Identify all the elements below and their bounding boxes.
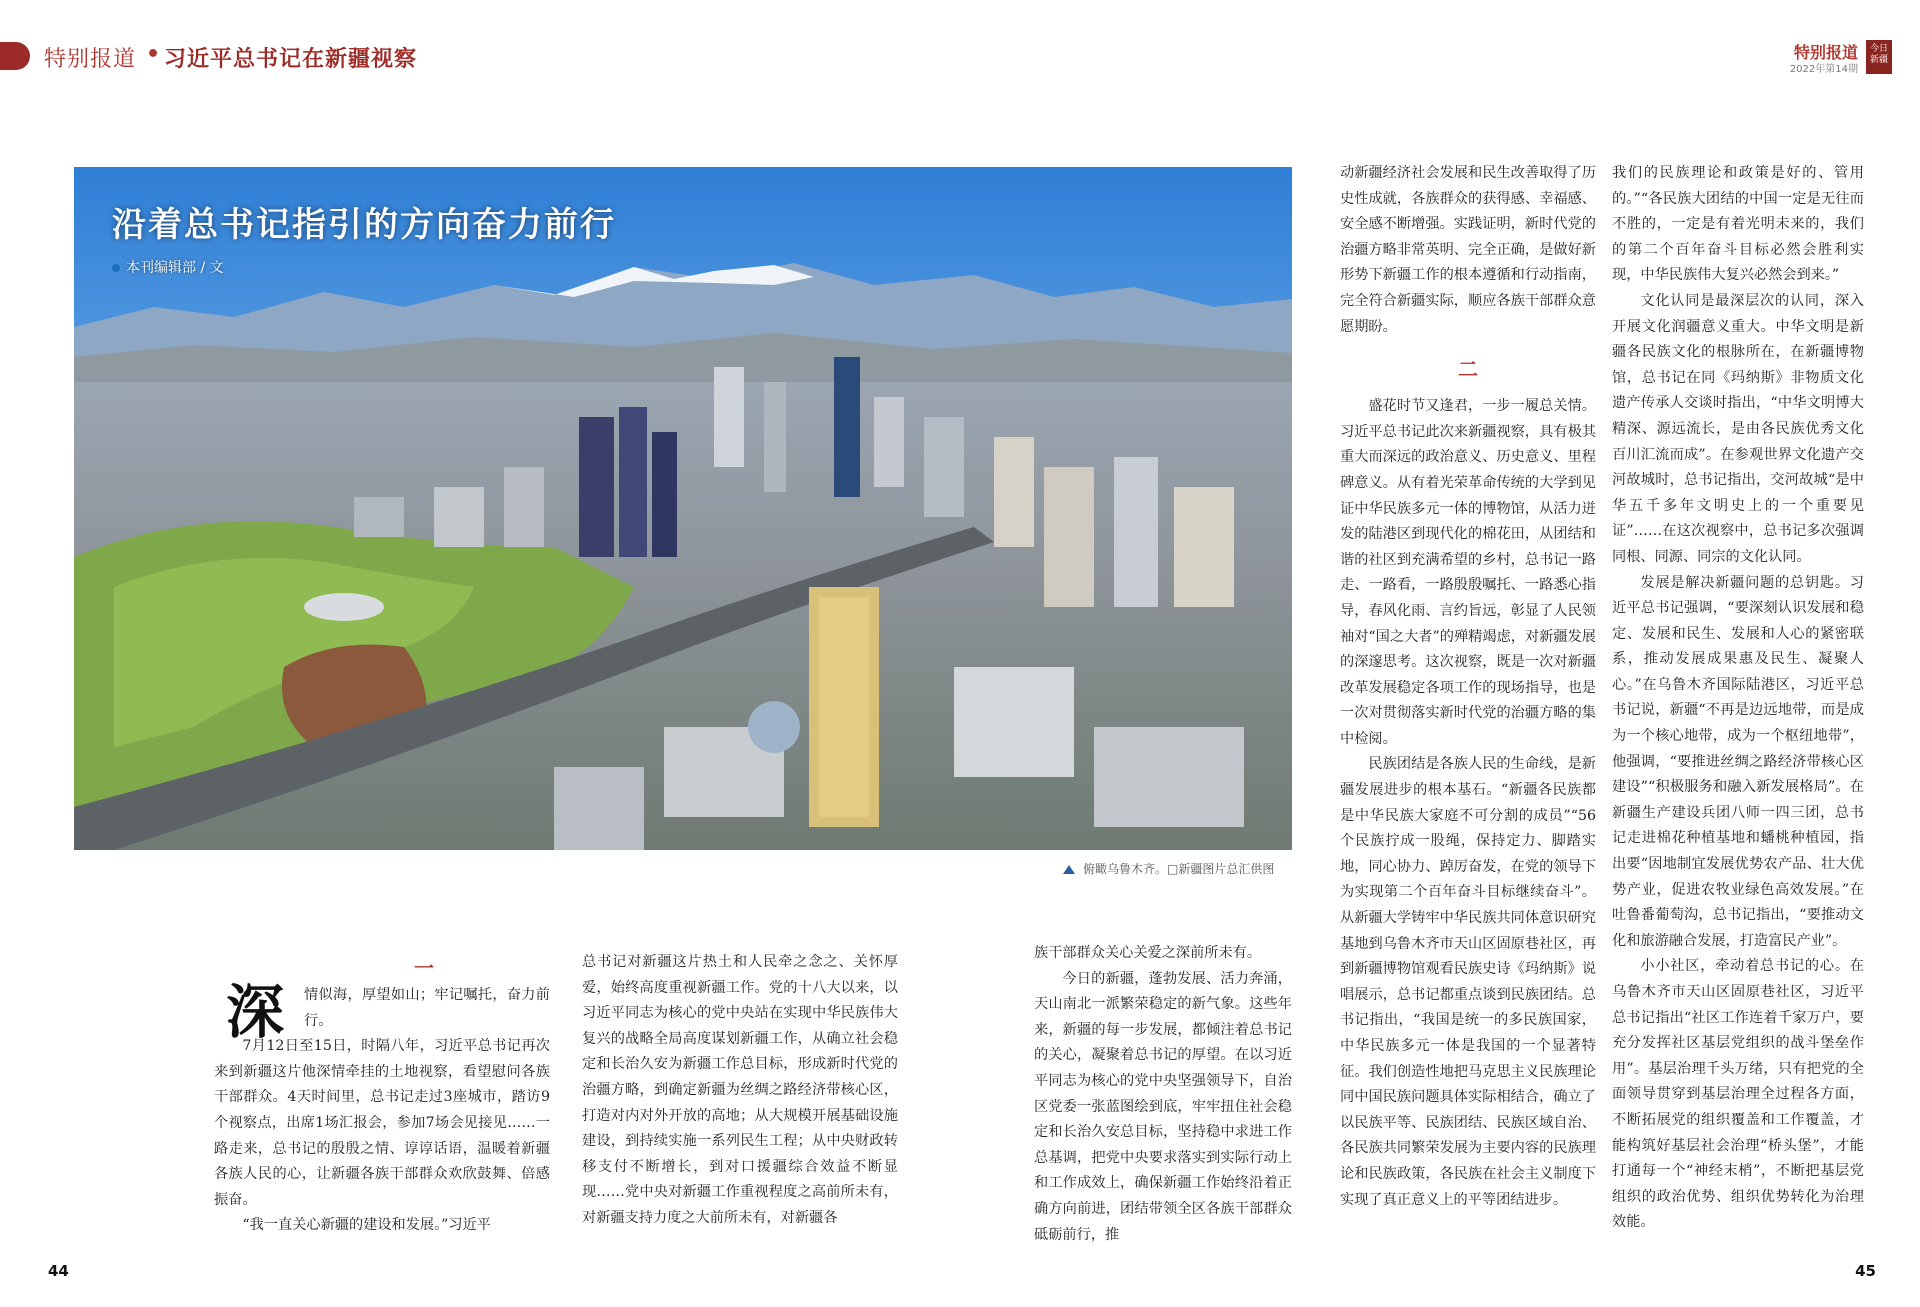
paragraph: 族干部群众关心关爱之深前所未有。 <box>1034 945 1262 961</box>
byline-bullet-icon <box>112 264 120 272</box>
paragraph: 民族团结是各族人民的生命线，是新疆发展进步的根本基石。“新疆各民族都是中华民族大家庭不可分割的成员”“56个民族拧成一股绳，保持定力、脚踏实地，同心协力、踔厉奋发，在党的领导下为实现第二个百年奋斗目标继续奋斗”。从新疆大学铸牢中华民族共同体意识研究基地到乌鲁木齐市天山区固原巷社区，再到新疆博物馆观看民族史诗《玛纳斯》说唱展示，总书记都重点谈到民族团结。总书记指出，“我国是统一的多民族国家，中华民族多元一体是我国的一个显著特征。我们创造性地把马克思主义民族理论同中国民族问题具体实际相结合，确立了以民族平等、民族团结、民族区域自治、各民族共同繁荣发展为主要内容的民族理论和民族政策，各民族在社会主义制度下实现了真正意义上的平等团结进步。 <box>1340 756 1596 1208</box>
article-byline <box>112 257 224 277</box>
issue-number: 2022年第14期 <box>1789 64 1858 75</box>
photo-caption <box>1063 860 1274 877</box>
header-right-section: 特别报道 <box>1793 43 1858 62</box>
byline-text: 本刊编辑部 / 文 <box>126 260 224 276</box>
paragraph: 7月12日至15日，时隔八年，习近平总书记再次来到新疆这片他深情牵挂的土地视察，看望慰问各族干部群众。4天时间里，总书记走过3座城市，踏访9个视察点，出席1场汇报会，参加7场会见接见……一路走来，总书记的殷殷之情、谆谆话语，温暖着新疆各族人民的心，让新疆各族干部群众欢欣鼓舞、倍感振奋。 <box>214 1038 550 1208</box>
paragraph: 情似海，厚望如山；牢记嘱托，奋力前行。 <box>304 987 550 1029</box>
paragraph: 盛花时节又逢君，一步一履总关情。习近平总书记此次来新疆视察，具有极其重大而深远的政治意义、历史意义、里程碑意义。从有着光荣革命传统的大学到见证中华民族多元一体的博物馆，从活力迸发的陆港区到现代化的棉花田，从团结和谐的社区到充满希望的乡村，总书记一路走、一路看，一路殷殷嘱托、一路悉心指导，春风化雨、言约旨远，彰显了人民领袖对“国之大者”的殚精竭虑，对新疆发展的深邃思考。这次视察，既是一次对新疆改革发展稳定各项工作的现场指导，也是一次对贯彻落实新时代党的治疆方略的集中检阅。 <box>1340 398 1596 747</box>
text-column-2 <box>582 950 898 1232</box>
header-separator: • <box>146 42 161 67</box>
magazine-logo: 今日新疆 <box>1866 40 1892 74</box>
caption-triangle-icon <box>1063 865 1075 874</box>
paragraph: 小小社区，牵动着总书记的心。在乌鲁木齐市天山区固原巷社区，习近平总书记指出“社区工作连着千家万户，要充分发挥社区基层党组织的战斗堡垒作用”。基层治理千头万绪，只有把党的全面领导贯穿到基层治理全过程各方面，不断拓展党的组织覆盖和工作覆盖，才能构筑好基层社会治理“桥头堡”，才能打通每一个“神经末梢”，不断把基层党组织的政治优势、组织优势转化为治理效能。 <box>1612 958 1864 1231</box>
paragraph: “我一直关心新疆的建设和发展。”习近平 <box>242 1217 491 1234</box>
paragraph: 动新疆经济社会发展和民生改善取得了历史性成就，各族群众的获得感、幸福感、安全感不断增强。实践证明，新时代党的治疆方略非常英明、完全正确，是做好新形势下新疆工作的根本遵循和行动指南，完全符合新疆实际，顺应各族干部群众意愿期盼。 <box>1340 165 1596 335</box>
text-column-5 <box>1612 161 1864 1236</box>
page-number-left: 44 <box>48 1262 69 1280</box>
header-topic: 习近平总书记在新疆视察 <box>164 47 418 72</box>
running-header-right <box>1704 38 1904 78</box>
header-section-label: 特别报道 <box>44 47 137 72</box>
drop-cap: 深 <box>226 978 285 1046</box>
text-column-1 <box>214 957 550 1239</box>
city-aerial-photo <box>74 167 1292 850</box>
paragraph: 今日的新疆，蓬勃发展、活力奔涌，天山南北一派繁荣稳定的新气象。这些年来，新疆的每一步发展，都倾注着总书记的关心，凝聚着总书记的厚望。在以习近平同志为核心的党中央坚强领导下，自治区党委一张蓝图绘到底，牢牢扭住社会稳定和长治久安总目标，坚持稳中求进工作总基调，把党中央要求落实到实际行动上和工作成效上，确保新疆工作始终沿着正确方向前进，团结带领全区各族干部群众砥砺前行，推 <box>1034 970 1292 1243</box>
paragraph: 总书记对新疆这片热土和人民牵之念之、关怀厚爱，始终高度重视新疆工作。党的十八大以来，以习近平同志为核心的党中央站在实现中华民族伟大复兴的战略全局高度谋划新疆工作，从确立社会稳定和长治久安为新疆工作总目标，形成新时代党的治疆方略，到确定新疆为丝绸之路经济带核心区，打造对内对外开放的高地；从大规模开展基础设施建设，到持续实施一系列民生工程；从中央财政转移支付不断增长，到对口援疆综合效益不断显现……党中央对新疆工作重视程度之高前所未有，对新疆支持力度之大前所未有，对新疆各 <box>582 954 898 1226</box>
section-heading-two: 二 <box>1458 357 1478 382</box>
text-column-4 <box>1340 161 1596 1213</box>
paragraph: 文化认同是最深层次的认同，深入开展文化润疆意义重大。中华文明是新疆各民族文化的根脉所在，在新疆博物馆，总书记在同《玛纳斯》非物质文化遗产传承人交谈时指出，“中华文明博大精深、源远流长，是由各民族优秀文化百川汇流而成”。在参观世界文化遗产交河故城时，总书记指出，交河故城“是中华五千多年文明史上的一个重要见证”……在这次视察中，总书记多次强调同根、同源、同宗的文化认同。 <box>1612 292 1864 565</box>
page-number-right: 45 <box>1855 1262 1876 1280</box>
running-header-left <box>0 36 900 76</box>
city-photo-illustration <box>74 167 1292 850</box>
paragraph: 我们的民族理论和政策是好的、管用的。”“各民族大团结的中国一定是无往而不胜的，一定是有着光明未来的，我们的第二个百年奋斗目标必然会胜利实现，中华民族伟大复兴必然会到来。” <box>1612 165 1864 284</box>
caption-text: 俯瞰乌鲁木齐。□新疆图片总汇供图 <box>1083 862 1275 876</box>
text-column-3 <box>1034 941 1292 1248</box>
header-tab-marker <box>0 42 30 70</box>
paragraph: 发展是解决新疆问题的总钥匙。习近平总书记强调，“要深刻认识发展和稳定、发展和民生、发展和人心的紧密联系，推动发展成果惠及民生、凝聚人心。”在乌鲁木齐国际陆港区，习近平总书记说，新疆“不再是边远地带，而是成为一个核心地带，成为一个枢纽地带”，他强调，“要推进丝绸之路经济带核心区建设”“积极服务和融入新发展格局”。在新疆生产建设兵团八师一四三团，总书记走进棉花种植基地和蟠桃种植园，指出要“因地制宜发展优势农产品、壮大优势产业，促进农牧业绿色高效发展。”在吐鲁番葡萄沟，总书记指出，“要推动文化和旅游融合发展，打造富民产业”。 <box>1612 574 1864 949</box>
article-title: 沿着总书记指引的方向奋力前行 <box>112 205 616 245</box>
section-heading-one: 一 <box>414 956 434 980</box>
